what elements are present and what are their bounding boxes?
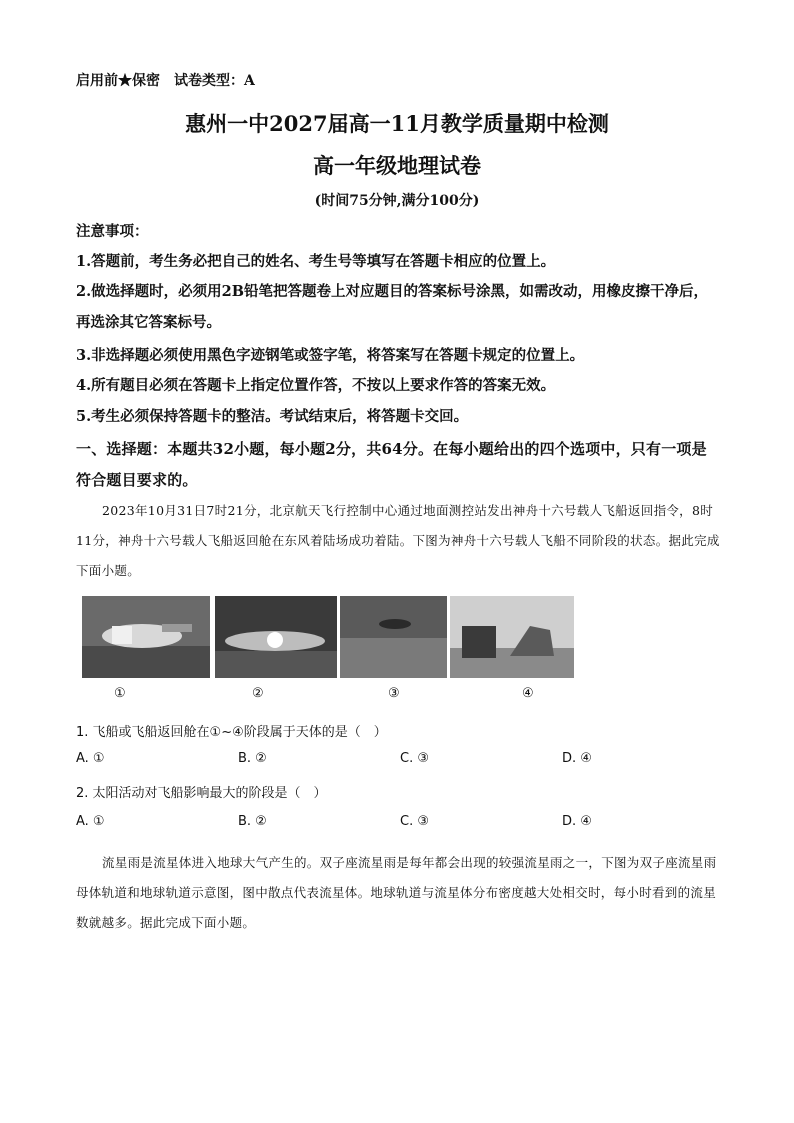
exam-subtitle: 高一年级地理试卷 [313, 153, 481, 178]
section-heading: 一、选择题：本题共32小题，每小题2分，共64分。在每小题给出的四个选项中，只有一项是符合题目要求的。 [76, 440, 707, 489]
note-item: 3.非选择题必须使用黑色字迹钢笔或签字笔，将答案写在答题卡规定的位置上。 [76, 347, 585, 364]
material-paragraph: 2023年10月31日7时21分，北京航天飞行控制中心通过地面测控站发出神舟十六号载人飞船返回指令，8时11分，神舟十六号载人飞船返回舱在东风着陆场成功着陆。下图为神舟十六号载人飞船不同阶段的状态。据此完成下面小题。 [76, 503, 720, 578]
question-options [0, 751, 794, 771]
option-b: B. ② [238, 814, 267, 829]
note-item: 1.答题前，考生务必把自己的姓名、考生号等填写在答题卡相应的位置上。 [76, 253, 556, 270]
photo-caption: ③ [388, 686, 400, 701]
option-a: A. ① [76, 751, 105, 766]
note-item: 4.所有题目必须在答题卡上指定位置作答，不按以上要求作答的答案无效。 [76, 377, 556, 394]
stage-3-photo [340, 596, 447, 678]
exam-duration: (时间75分钟,满分100分) [314, 193, 480, 209]
photo-caption: ① [114, 686, 126, 701]
option-c: C. ③ [400, 751, 429, 766]
question-stem: 2. 太阳活动对飞船影响最大的阶段是（ ） [76, 786, 327, 801]
material-paragraph: 流星雨是流星体进入地球大气产生的。双子座流星雨是每年都会出现的较强流星雨之一，下图为双子座流星雨母体轨道和地球轨道示意图，图中散点代表流星体。地球轨道与流星体分布密度越大处相交时，每小时看到的流星数就越多。据此完成下面小题。 [76, 855, 717, 930]
confidential-header: 启用前★保密 试卷类型：A [76, 73, 255, 89]
option-c: C. ③ [400, 814, 429, 829]
note-item: 2.做选择题时，必须用2B铅笔把答题卷上对应题目的答案标号涂黑，如需改动，用橡皮擦干净后，再选涂其它答案标号。 [76, 283, 708, 331]
option-a: A. ① [76, 814, 105, 829]
option-b: B. ② [238, 751, 267, 766]
photo-caption: ② [252, 686, 264, 701]
option-d: D. ④ [562, 751, 592, 766]
photo-caption: ④ [522, 686, 534, 701]
note-item: 5.考生必须保持答题卡的整洁。考试结束后，将答题卡交回。 [76, 408, 469, 425]
question-options [0, 814, 794, 834]
stage-1-photo [82, 596, 210, 678]
exam-title: 惠州一中2027届高一11月教学质量期中检测 [185, 111, 609, 136]
spacecraft-stage-photos [82, 596, 572, 701]
notes-heading: 注意事项： [76, 223, 149, 240]
stage-4-photo [450, 596, 574, 678]
stage-2-photo [215, 596, 337, 678]
question-stem: 1. 飞船或飞船返回舱在①~④阶段属于天体的是（ ） [76, 725, 387, 740]
option-d: D. ④ [562, 814, 592, 829]
